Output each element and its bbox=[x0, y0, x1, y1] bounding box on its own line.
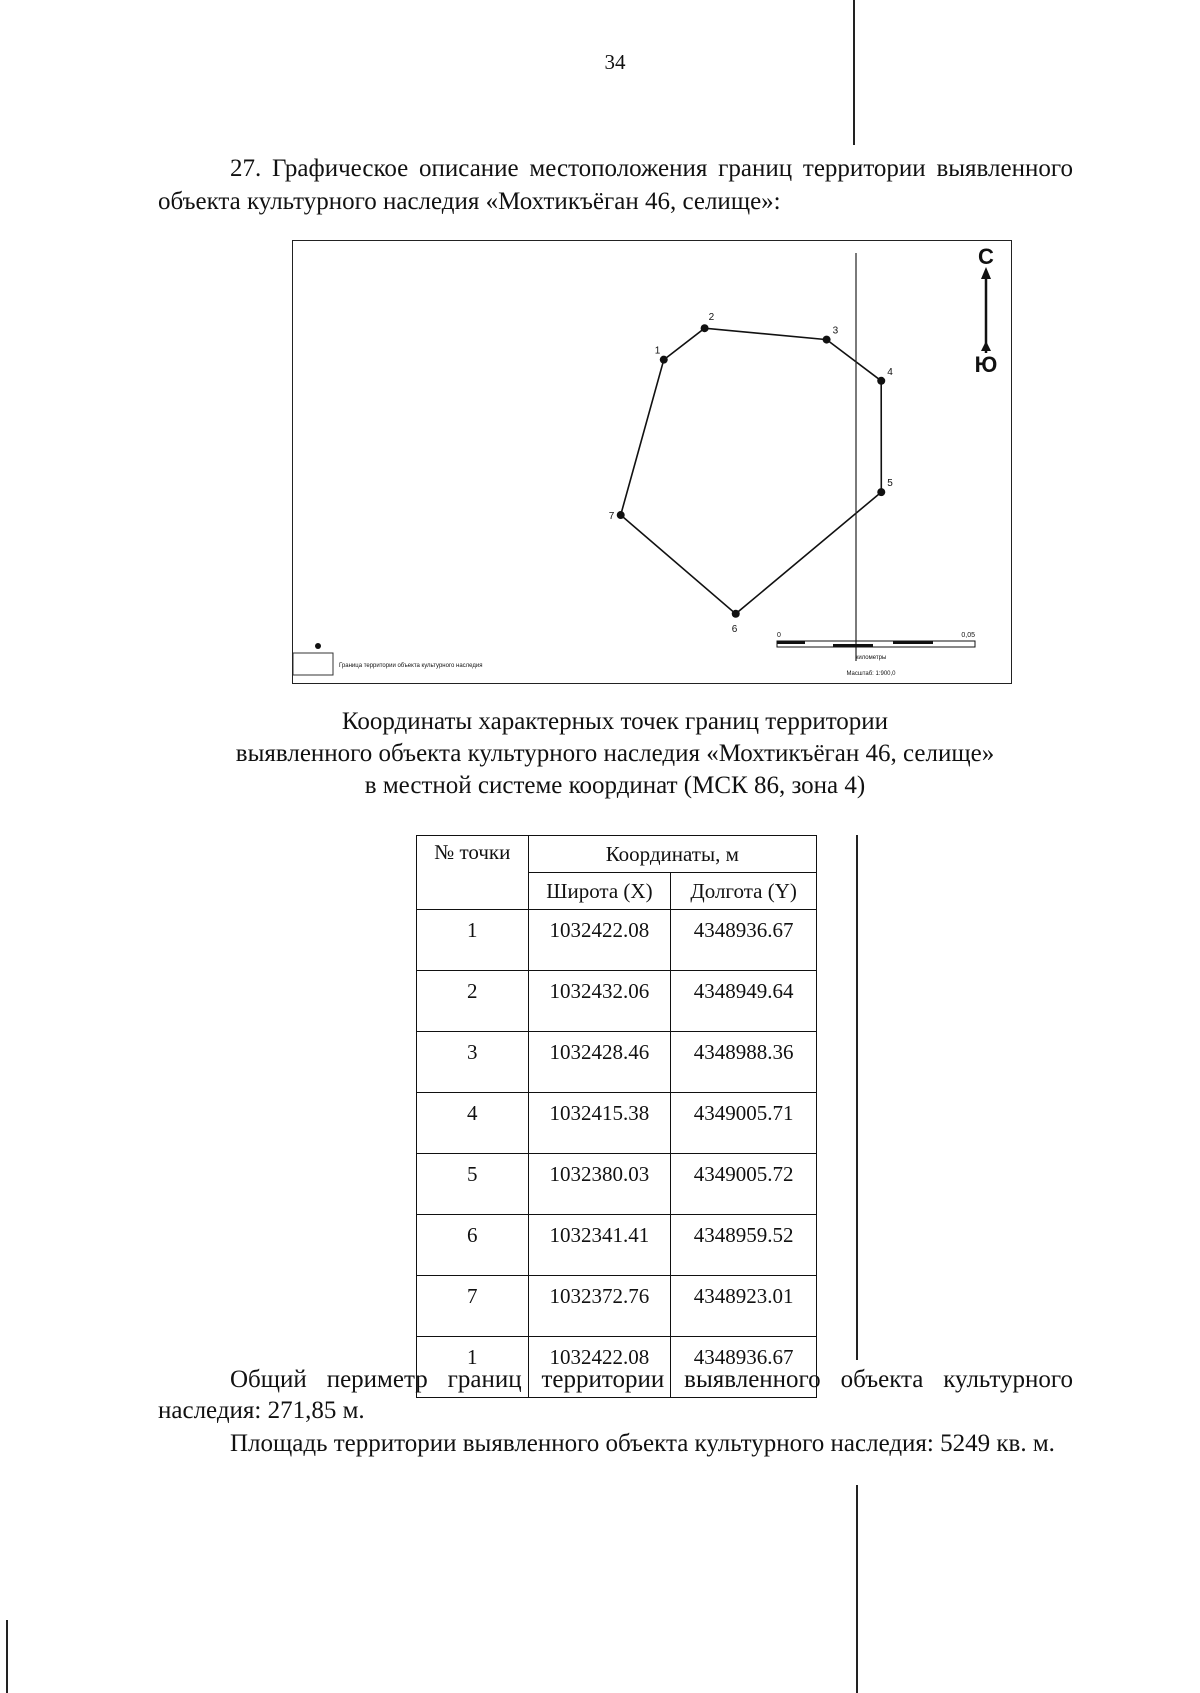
boundary-point-7 bbox=[617, 511, 625, 519]
compass-north-label: С bbox=[978, 244, 994, 269]
coordinates-title-line3: в местной системе координат (МСК 86, зона 4) bbox=[364, 772, 866, 799]
col-header-lon: Долгота (Y) bbox=[671, 873, 817, 910]
scale-units-label: километры bbox=[855, 655, 887, 661]
longitude-cell: 4348936.67 bbox=[671, 1337, 817, 1398]
longitude-cell: 4348923.01 bbox=[671, 1276, 817, 1337]
boundary-point-6 bbox=[732, 610, 740, 618]
point-number: 6 bbox=[417, 1215, 529, 1276]
scan-margin-line bbox=[856, 1485, 858, 1693]
point-number: 1 bbox=[417, 1337, 529, 1398]
latitude-cell: 1032422.08 bbox=[528, 1337, 671, 1398]
point-number: 7 bbox=[417, 1276, 529, 1337]
boundary-point-label: 6 bbox=[731, 623, 738, 635]
col-header-point: № точки bbox=[417, 836, 529, 910]
boundary-point-3 bbox=[823, 336, 831, 344]
table-row bbox=[417, 1215, 817, 1276]
point-number: 1 bbox=[417, 910, 529, 971]
boundary-point-label: 3 bbox=[832, 325, 839, 337]
boundary-polygon bbox=[621, 325, 882, 614]
legend-point-icon bbox=[315, 643, 321, 649]
scan-margin-line bbox=[853, 0, 855, 145]
scale-start-label: 0 bbox=[777, 632, 781, 639]
point-number: 5 bbox=[417, 1154, 529, 1215]
north-arrow-icon bbox=[981, 267, 991, 353]
coordinates-title-line1: Координаты характерных точек границ территории bbox=[341, 708, 889, 735]
point-number: 2 bbox=[417, 971, 529, 1032]
boundary-point-label: 2 bbox=[708, 312, 715, 324]
coordinates-title bbox=[0, 706, 1200, 802]
table-row bbox=[417, 1093, 817, 1154]
longitude-cell: 4348959.52 bbox=[671, 1215, 817, 1276]
latitude-cell: 1032432.06 bbox=[528, 971, 671, 1032]
boundary-polygon-layer bbox=[609, 312, 894, 635]
col-header-lat: Широта (X) bbox=[528, 873, 671, 910]
legend-swatch bbox=[293, 653, 333, 675]
scan-margin-line bbox=[856, 835, 858, 1360]
longitude-cell: 4349005.72 bbox=[671, 1154, 817, 1215]
boundary-point-4 bbox=[877, 377, 885, 385]
latitude-cell: 1032428.46 bbox=[528, 1032, 671, 1093]
compass-south-label: Ю bbox=[974, 352, 998, 377]
section-heading: 27. Графическое описание местоположения границ территории выявленного объекта культурного наследия «Мохтикъёган 46, селище»: bbox=[158, 155, 1073, 215]
latitude-cell: 1032341.41 bbox=[528, 1215, 671, 1276]
boundary-point-label: 1 bbox=[654, 345, 661, 357]
boundary-point-2 bbox=[701, 324, 709, 332]
boundary-point-1 bbox=[660, 356, 668, 364]
scale-bar bbox=[777, 641, 975, 647]
table-row bbox=[417, 1154, 817, 1215]
longitude-cell: 4348988.36 bbox=[671, 1032, 817, 1093]
point-number: 3 bbox=[417, 1032, 529, 1093]
coordinates-title-line2: выявленного объекта культурного наследия «Мохтикъёган 46, селище» bbox=[235, 740, 995, 767]
area-paragraph: Площадь территории выявленного объекта культурного наследия: 5249 кв. м. bbox=[230, 1430, 1055, 1457]
latitude-cell: 1032415.38 bbox=[528, 1093, 671, 1154]
page-number: 34 bbox=[604, 50, 626, 74]
perimeter-paragraph: Общий периметр границ территории выявленного объекта культурного наследия: 271,85 м. bbox=[158, 1366, 1073, 1424]
latitude-cell: 1032372.76 bbox=[528, 1276, 671, 1337]
boundary-map bbox=[292, 240, 1012, 684]
coordinates-table bbox=[416, 835, 817, 1398]
point-number: 4 bbox=[417, 1093, 529, 1154]
longitude-cell: 4349005.71 bbox=[671, 1093, 817, 1154]
scale-end-label: 0,05 bbox=[961, 632, 975, 639]
boundary-point-label: 7 bbox=[608, 511, 615, 523]
longitude-cell: 4348949.64 bbox=[671, 971, 817, 1032]
table-row bbox=[417, 971, 817, 1032]
legend-label: Граница территории объекта культурного наследия bbox=[339, 663, 483, 669]
latitude-cell: 1032380.03 bbox=[528, 1154, 671, 1215]
boundary-point-label: 4 bbox=[887, 366, 893, 378]
scan-margin-line bbox=[6, 1620, 8, 1693]
longitude-cell: 4348936.67 bbox=[671, 910, 817, 971]
table-row bbox=[417, 1276, 817, 1337]
table-row bbox=[417, 1032, 817, 1093]
boundary-point-5 bbox=[877, 488, 885, 496]
scale-ratio-label: Масштаб: 1:900,0 bbox=[846, 671, 896, 677]
table-row bbox=[417, 910, 817, 971]
col-header-coords: Координаты, м bbox=[528, 836, 816, 873]
latitude-cell: 1032422.08 bbox=[528, 910, 671, 971]
boundary-point-label: 5 bbox=[887, 478, 893, 490]
